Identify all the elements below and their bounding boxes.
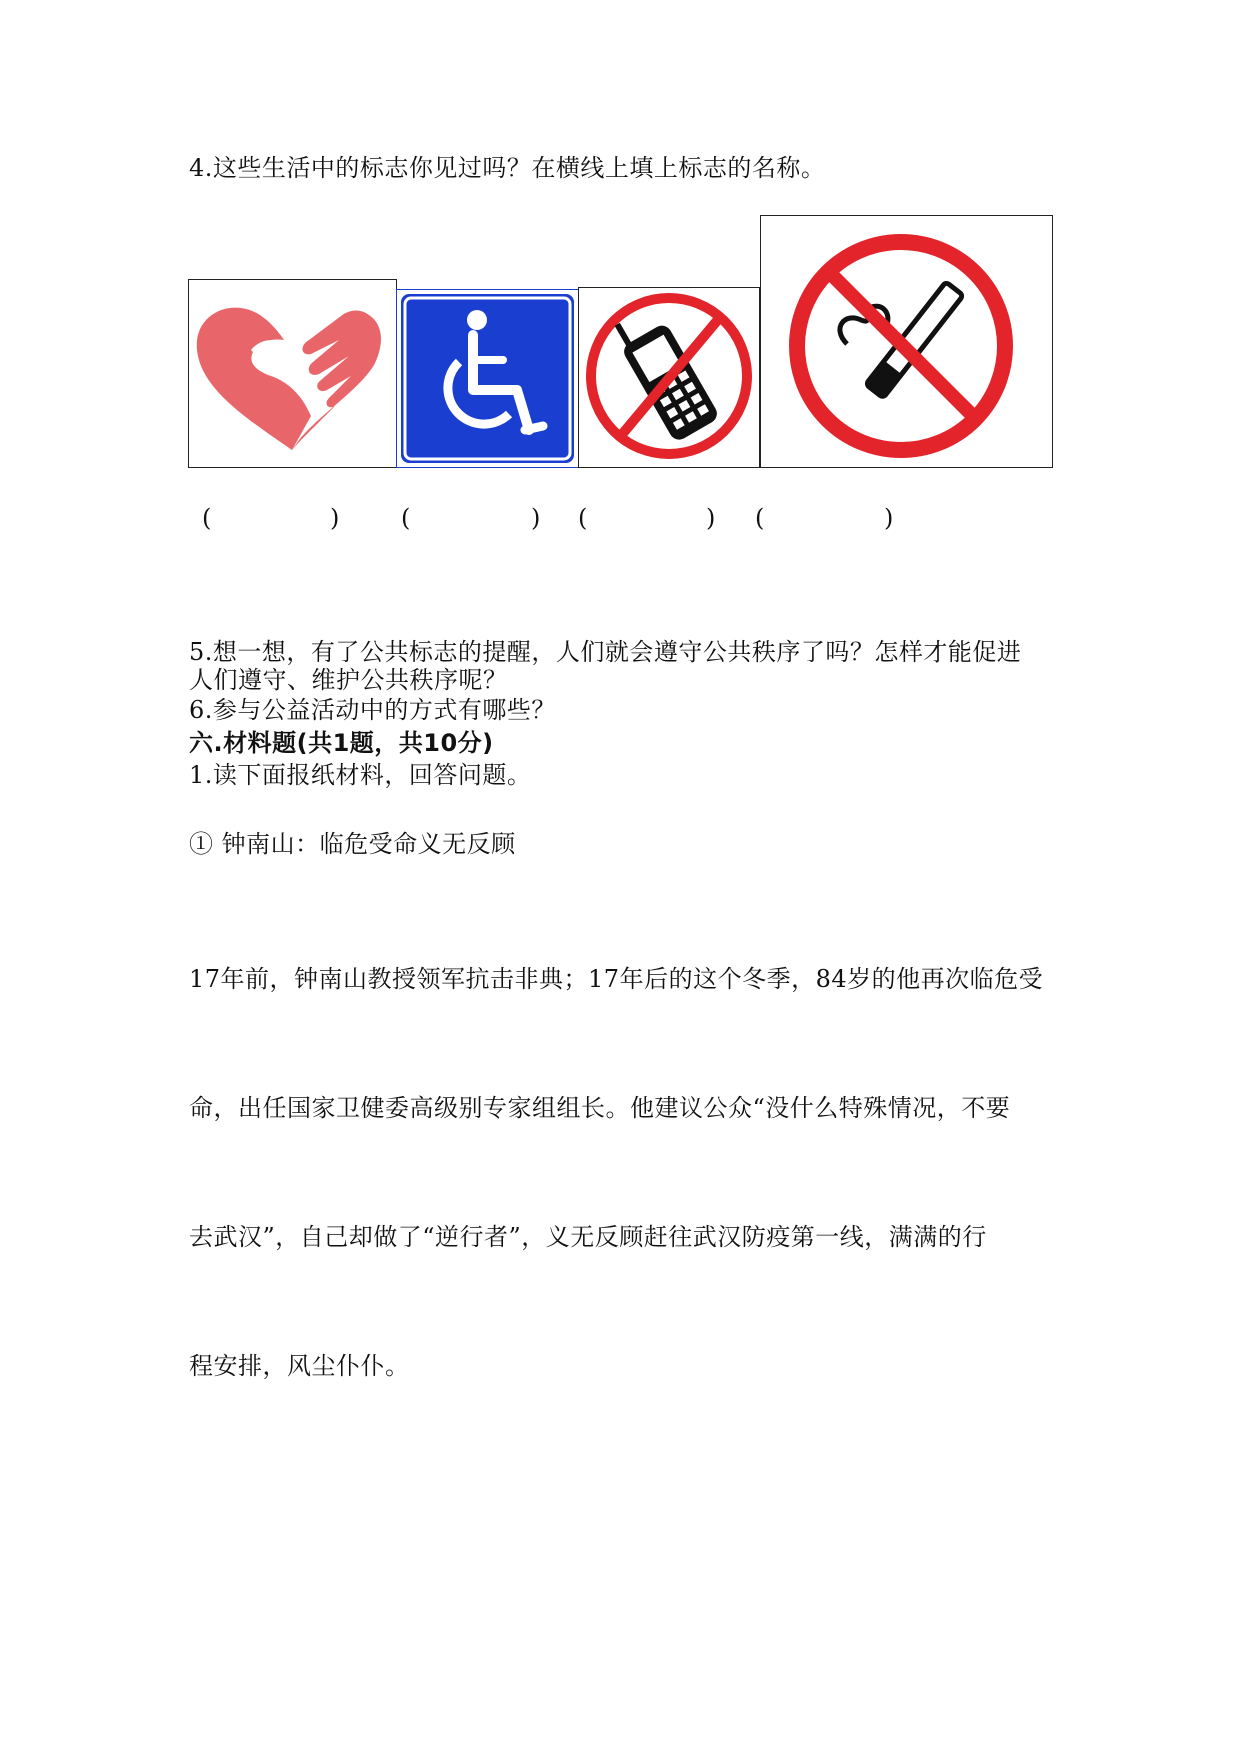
material-question-1: 1.读下面报纸材料，回答问题。 bbox=[189, 761, 532, 789]
volunteer-heart-hand-icon bbox=[189, 280, 396, 467]
wheelchair-accessible-icon bbox=[397, 290, 578, 467]
paragraph-line-1: 17年前，钟南山教授领军抗击非典；17年后的这个冬季，84岁的他再次临危受 bbox=[189, 965, 1044, 993]
question-5-line-1: 5.想一想，有了公共标志的提醒，人们就会遵守公共秩序了吗？怎样才能促进 bbox=[189, 638, 1022, 666]
paragraph-line-3: 去武汉”，自己却做了“逆行者”，义无反顾赶往武汉防疫第一线，满满的行 bbox=[189, 1223, 987, 1251]
no-mobile-phone-icon bbox=[579, 288, 759, 467]
blank-2-open: ( bbox=[401, 504, 411, 532]
question-5-line-2: 人们遵守、维护公共秩序呢？ bbox=[189, 666, 508, 694]
question-6-text: 6.参与公益活动中的方式有哪些？ bbox=[189, 696, 556, 724]
question-4-text: 4.这些生活中的标志你见过吗？在横线上填上标志的名称。 bbox=[189, 154, 826, 182]
blank-3-open: ( bbox=[578, 504, 588, 532]
material-subtitle: ① 钟南山：临危受命义无反顾 bbox=[189, 830, 516, 858]
blank-1-open: ( bbox=[202, 504, 212, 532]
section-heading: 六.材料题(共1题，共10分) bbox=[189, 729, 494, 757]
paragraph-line-2: 命，出任国家卫健委高级别专家组组长。他建议公众“没什么特殊情况，不要 bbox=[189, 1094, 1011, 1122]
blank-2-close: ) bbox=[531, 504, 541, 532]
blank-1-close: ) bbox=[330, 504, 340, 532]
no-smoking-icon bbox=[761, 216, 1052, 467]
blank-3-close: ) bbox=[706, 504, 716, 532]
blank-4-open: ( bbox=[755, 504, 765, 532]
no-smoking-sign bbox=[760, 215, 1053, 468]
volunteer-sign bbox=[188, 279, 397, 468]
blank-4-close: ) bbox=[884, 504, 894, 532]
accessible-sign bbox=[396, 289, 579, 468]
no-phone-sign bbox=[578, 287, 760, 468]
paragraph-line-4: 程安排，风尘仆仆。 bbox=[189, 1352, 410, 1380]
